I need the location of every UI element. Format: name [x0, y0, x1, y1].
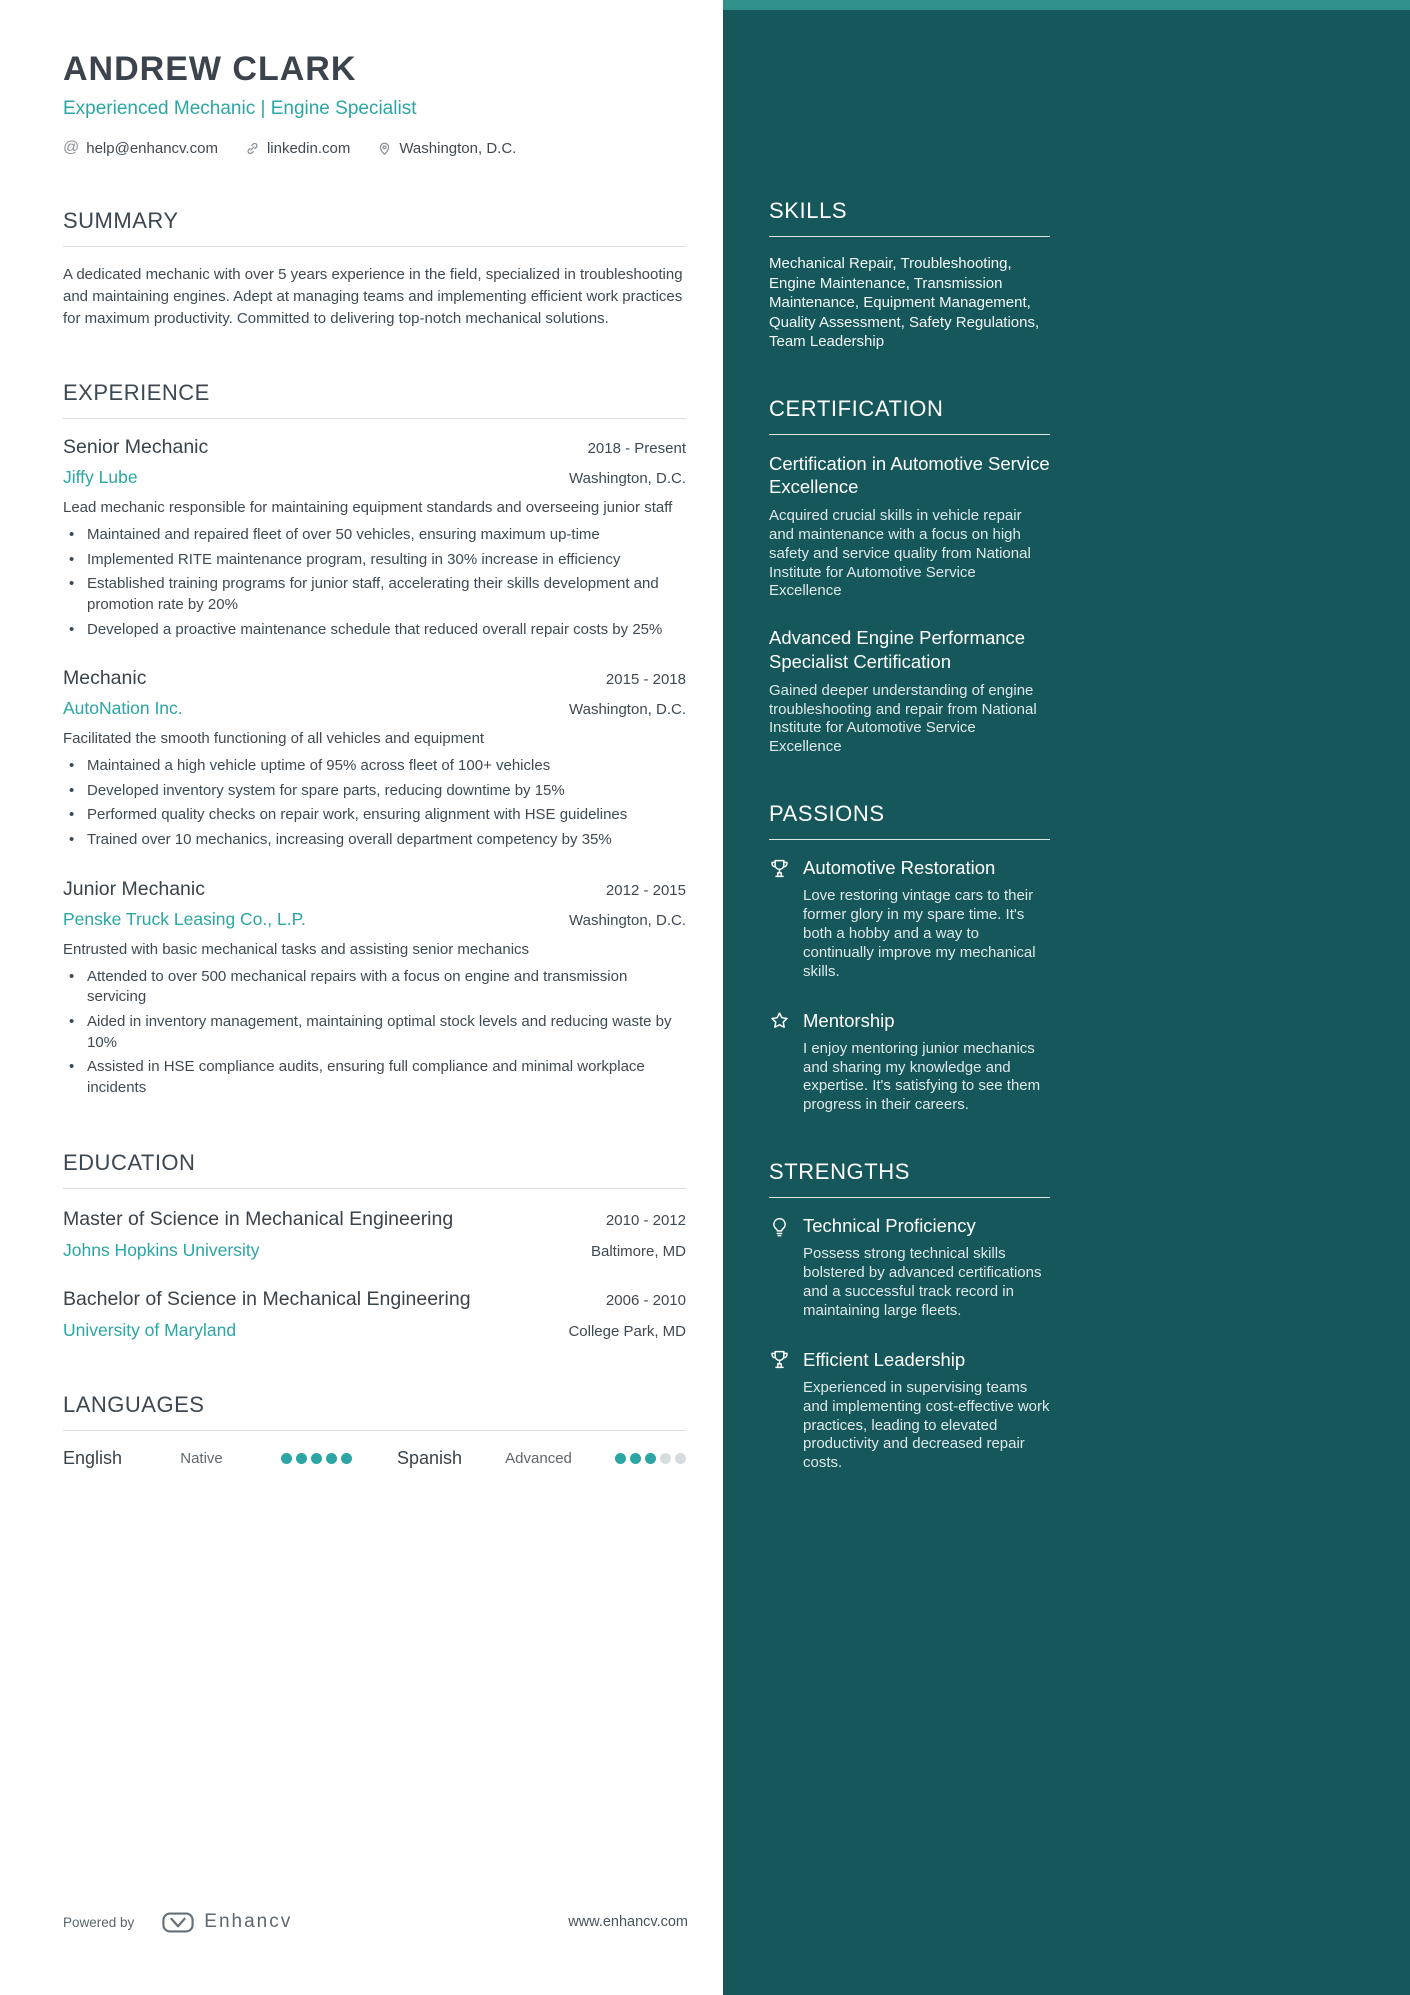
- powered-by-label: Powered by: [63, 1914, 135, 1930]
- degree: Master of Science in Mechanical Engineering: [63, 1207, 454, 1230]
- main-column: [63, 0, 686, 1469]
- passion-title: Mentorship: [803, 1009, 895, 1031]
- job-bullet: • Developed inventory system for spare parts, reducing downtime by 15%: [63, 781, 686, 802]
- contact-location-text: Washington, D.C.: [399, 139, 517, 157]
- contact-linkedin-text: linkedin.com: [266, 139, 351, 157]
- strength-header: [769, 1349, 1050, 1371]
- job-title: Junior Mechanic: [63, 877, 205, 900]
- passions-section: [769, 801, 1050, 1115]
- job-bullet-list: [63, 525, 686, 640]
- certification-description: Gained deeper understanding of engine troubleshooting and repair from National Institute for Automotive Service Excellence: [769, 681, 1037, 756]
- passion-item: [769, 1010, 1050, 1116]
- school-row: [63, 1240, 686, 1261]
- job-description: Lead mechanic responsible for maintaining equipment standards and overseeing junior staff: [63, 499, 673, 517]
- education-header: [63, 1286, 686, 1312]
- language-dots: [281, 1453, 352, 1464]
- languages-heading: LANGUAGES: [63, 1392, 686, 1431]
- header: [63, 50, 686, 157]
- school-name: University of Maryland: [63, 1320, 237, 1341]
- contact-email[interactable]: [63, 139, 218, 157]
- job-company-row: [63, 909, 686, 930]
- job-entry: [63, 878, 686, 1099]
- strength-title: Technical Proficiency: [803, 1215, 976, 1237]
- language-item: [63, 1448, 352, 1469]
- job-bullet: • Attended to over 500 mechanical repairs with a focus on engine and transmission servicing: [63, 967, 686, 1008]
- strength-title: Efficient Leadership: [803, 1348, 966, 1370]
- strength-header: [769, 1215, 1050, 1237]
- job-company: Jiffy Lube: [63, 467, 138, 488]
- education-entry: [63, 1206, 686, 1261]
- job-header: [63, 878, 686, 901]
- sidebar-top-strip: [723, 0, 1410, 10]
- job-title: Senior Mechanic: [63, 436, 209, 459]
- job-dates: 2015 - 2018: [605, 671, 686, 689]
- job-description: Facilitated the smooth functioning of all vehicles and equipment: [63, 730, 485, 748]
- job-bullet: • Established training programs for junior staff, accelerating their skills development and promotion rate by 20%: [63, 574, 686, 615]
- job-bullet: • Performed quality checks on repair work, ensuring alignment with HSE guidelines: [63, 805, 686, 826]
- job-location: Washington, D.C.: [569, 911, 686, 929]
- location-pin-icon: [377, 141, 392, 156]
- summary-text: A dedicated mechanic with over 5 years experience in the field, specialized in troubleshooting and maintaining engines. Adept at managing teams and implementing efficient work practices for maximum productivity. Committed to delivering top-notch mechanical solutions.: [63, 266, 683, 327]
- lightbulb-icon: [769, 1216, 790, 1237]
- skills-list: Mechanical Repair, Troubleshooting, Engine Maintenance, Transmission Maintenance, Equipment Management, Quality Assessment, Safety Regulations, Team Leadership: [769, 255, 1040, 350]
- language-row: [63, 1448, 686, 1469]
- trophy-icon: [769, 1349, 790, 1370]
- certification-item: [769, 452, 1050, 602]
- job-header: [63, 667, 686, 690]
- summary-heading: SUMMARY: [63, 208, 686, 247]
- certification-title: Certification in Automotive Service Excellence: [769, 452, 1050, 498]
- job-bullet: • Implemented RITE maintenance program, resulting in 30% increase in efficiency: [63, 550, 686, 571]
- job-bullet: • Developed a proactive maintenance schedule that reduced overall repair costs by 25%: [63, 620, 686, 641]
- job-dates: 2018 - Present: [587, 440, 686, 458]
- degree: Bachelor of Science in Mechanical Engineering: [63, 1287, 471, 1310]
- contact-linkedin[interactable]: [245, 140, 350, 157]
- languages-section: [63, 1392, 686, 1469]
- job-title: Mechanic: [63, 667, 147, 690]
- education-dates: 2006 - 2010: [605, 1291, 686, 1309]
- contact-email-text: help@enhancv.com: [86, 139, 218, 157]
- passion-description: I enjoy mentoring junior mechanics and sharing my knowledge and expertise. It's satisfying to see them progress in their careers.: [803, 1039, 1041, 1114]
- job-dates: 2012 - 2015: [605, 881, 686, 899]
- passion-description: Love restoring vintage cars to their former glory in my spare time. It's both a hobby and a way to continually improve my mechanical skills.: [803, 887, 1036, 980]
- footer: [63, 1911, 688, 1933]
- school-row: [63, 1320, 686, 1341]
- job-location: Washington, D.C.: [569, 701, 686, 719]
- job-entry: [63, 667, 686, 850]
- certification-item: [769, 626, 1050, 757]
- job-company-row: [63, 467, 686, 488]
- candidate-title: Experienced Mechanic | Engine Specialist: [63, 98, 417, 119]
- strength-description: Experienced in supervising teams and implementing cost-effective work practices, leading to elevated productivity and decreased repair costs.: [803, 1378, 1050, 1472]
- certification-heading: CERTIFICATION: [769, 396, 1050, 435]
- strengths-heading: STRENGTHS: [769, 1159, 1050, 1198]
- education-entry: [63, 1286, 686, 1341]
- email-icon: [63, 139, 79, 157]
- skills-section: [769, 198, 1050, 352]
- job-bullet: • Trained over 10 mechanics, increasing overall department competency by 35%: [63, 830, 686, 851]
- education-header: [63, 1206, 686, 1232]
- language-dots: [615, 1453, 686, 1464]
- sidebar: [723, 0, 1410, 1995]
- school-name: Johns Hopkins University: [63, 1239, 260, 1260]
- link-icon: [245, 141, 260, 156]
- job-company-row: [63, 698, 686, 719]
- job-bullet-list: [63, 756, 686, 851]
- education-heading: EDUCATION: [63, 1150, 686, 1189]
- certification-title: Advanced Engine Performance Specialist Certification: [769, 627, 1026, 672]
- job-header: [63, 436, 686, 459]
- passion-item: [769, 857, 1050, 981]
- experience-heading: EXPERIENCE: [63, 380, 686, 419]
- job-bullet-list: [63, 967, 686, 1099]
- trophy-icon: [769, 858, 790, 879]
- passion-title: Automotive Restoration: [803, 857, 996, 879]
- language-level: Native: [180, 1450, 223, 1468]
- certification-description: Acquired crucial skills in vehicle repair and maintenance with a focus on high safety and service quality from National Institute for Automotive Service Excellence: [769, 506, 1031, 600]
- job-company: Penske Truck Leasing Co., L.P.: [63, 908, 306, 929]
- job-entry: [63, 436, 686, 640]
- strengths-section: [769, 1159, 1050, 1473]
- strength-item: [769, 1215, 1050, 1321]
- passion-header: [769, 1010, 1050, 1032]
- language-item: [397, 1448, 686, 1469]
- candidate-name: ANDREW CLARK: [63, 50, 357, 88]
- certification-section: [769, 396, 1050, 758]
- job-bullet: • Aided in inventory management, maintaining optimal stock levels and reducing waste by 10%: [63, 1012, 686, 1053]
- contact-row: [63, 139, 686, 157]
- enhancv-website[interactable]: www.enhancv.com: [568, 1914, 688, 1930]
- experience-section: [63, 380, 686, 1098]
- job-location: Washington, D.C.: [569, 470, 686, 488]
- education-location: Baltimore, MD: [590, 1242, 686, 1260]
- job-bullet: • Maintained and repaired fleet of over 50 vehicles, ensuring maximum up-time: [63, 525, 686, 546]
- job-bullet: • Maintained a high vehicle uptime of 95% across fleet of 100+ vehicles: [63, 756, 686, 777]
- strength-description: Possess strong technical skills bolstered by advanced certifications and a successful track record in maintaining large fleets.: [803, 1245, 1042, 1319]
- education-section: [63, 1150, 686, 1342]
- language-name: English: [63, 1448, 123, 1469]
- star-icon: [769, 1010, 790, 1031]
- enhancv-brand: Enhancv: [204, 1911, 293, 1932]
- job-company: AutoNation Inc.: [63, 698, 183, 719]
- job-bullet: • Assisted in HSE compliance audits, ensuring full compliance and minimal workplace incidents: [63, 1057, 686, 1098]
- education-location: College Park, MD: [568, 1323, 686, 1341]
- contact-location: [377, 140, 516, 157]
- strength-item: [769, 1349, 1050, 1473]
- sidebar-content: [769, 10, 1050, 1473]
- job-description: Entrusted with basic mechanical tasks and assisting senior mechanics: [63, 940, 530, 958]
- summary-section: [63, 208, 686, 329]
- passion-header: [769, 857, 1050, 879]
- language-level: Advanced: [505, 1450, 572, 1468]
- passions-heading: PASSIONS: [769, 801, 1050, 840]
- enhancv-logo: [162, 1912, 194, 1933]
- brand-group: [162, 1911, 292, 1933]
- language-name: Spanish: [397, 1448, 463, 1469]
- education-dates: 2010 - 2012: [605, 1211, 686, 1229]
- skills-heading: SKILLS: [769, 198, 1050, 237]
